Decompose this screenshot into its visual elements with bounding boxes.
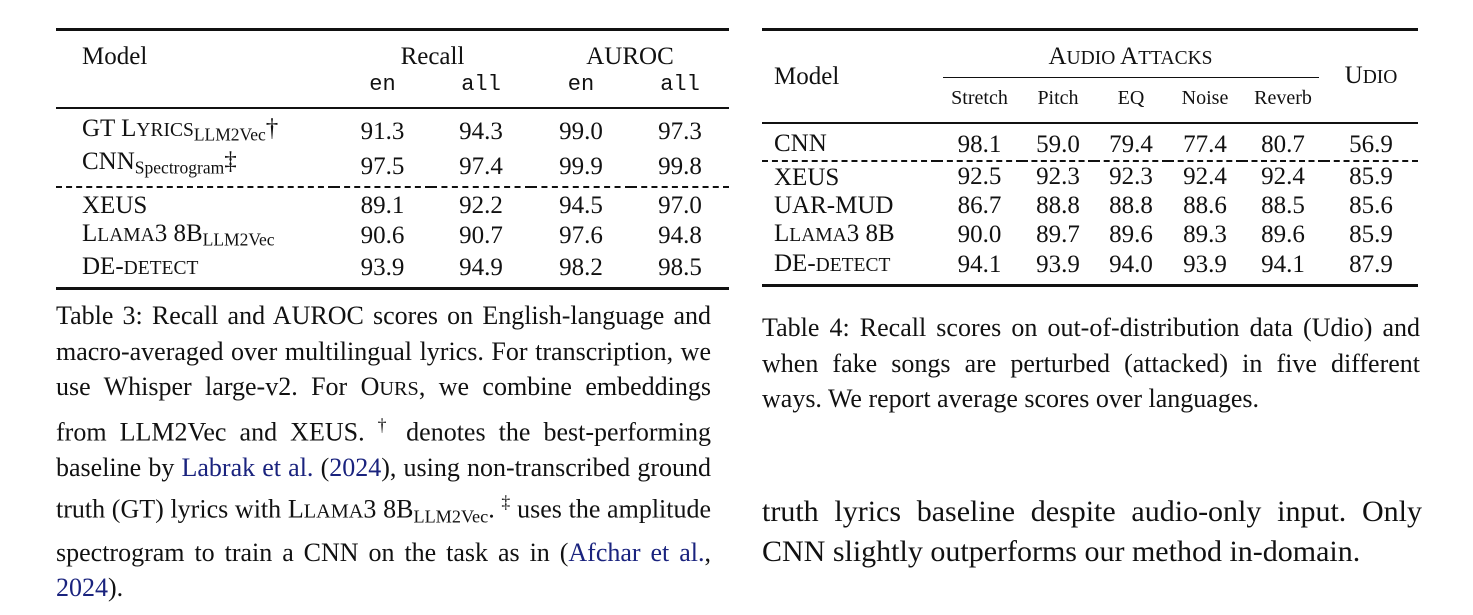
table-cell: 92.3 [1109, 163, 1153, 190]
table-cell: 97.6 [559, 222, 603, 250]
table-cell: 88.8 [1109, 192, 1153, 219]
table-cell: 90.7 [459, 222, 503, 250]
t3-recall-all-header: all [461, 72, 501, 97]
table-cell: 85.6 [1349, 192, 1393, 219]
table-cell: 97.4 [459, 153, 503, 181]
table-cell: 85.9 [1349, 163, 1393, 190]
table-row [762, 192, 1418, 220]
table-row [762, 123, 1418, 161]
table-4-caption: Table 4: Recall scores on out-of-distribution data (Udio) and when fake songs are perturbed (attacked) in five different ways. We report average scores over languages. [762, 313, 1420, 413]
t3-model-cnn-spectrogram: $CNN_{Spectrogram}\ddagger$ [82, 148, 237, 178]
table-cell: 94.9 [459, 254, 503, 282]
t3-model-de-detect: DE-DETECT [82, 253, 199, 281]
citation-labrak[interactable]: Labrak et al. [181, 452, 314, 482]
table-4 [762, 28, 1418, 287]
table-cell: 92.5 [957, 163, 1002, 190]
t4-model-cnn: CNN [774, 130, 827, 157]
table-row [56, 148, 729, 186]
t3-model-xeus: XEUS [82, 191, 148, 219]
table-cell: 92.2 [459, 191, 503, 219]
table-cell: 94.3 [459, 117, 503, 145]
table-cell: 94.1 [1261, 251, 1305, 278]
t3-auroc-all-header: all [660, 72, 700, 97]
table-cell: 97.0 [658, 191, 702, 219]
table-cell: 97.3 [658, 117, 702, 145]
table-cell: 91.3 [360, 117, 405, 145]
table-row [56, 220, 729, 253]
table-cell: 94.0 [1109, 251, 1153, 278]
table-cell: 79.4 [1109, 131, 1153, 158]
table-3 [56, 28, 729, 290]
citation-labrak-year[interactable]: 2024 [329, 452, 382, 482]
t4-model-de-detect: DE-DETECT [774, 250, 891, 277]
t4-model-uar-mud: UAR-MUD [774, 192, 894, 219]
table-cell: 88.5 [1261, 192, 1305, 219]
table-cell: 98.2 [559, 254, 603, 282]
table-3-caption: Table 3: Recall and AUROC scores on English-language and macro-averaged over multilingual lyrics. For transcription, we use Whisper large-v2. For OURS, we combine embeddings from LLM2Vec and XEUS. † denotes the best-performing baseline by Labrak et al. (2024), using non-transcribed ground truth (GT) lyrics with LLAMA3 $8B_{LLM2Vec}$. ‡ uses the amplitude spectrogram to train a CNN on the task as in (Afchar et al., 2024). [56, 301, 712, 603]
body-paragraph: truth lyrics baseline despite audio-only input. Only CNN slightly outperforms our method in-domain. [762, 495, 1422, 568]
t3-model-llama: LLAMA3 $8B_{LLM2Vec}$ [82, 219, 275, 250]
table-cell: 80.7 [1261, 131, 1305, 158]
table-cell: 89.1 [360, 191, 405, 219]
table-cell: 87.9 [1349, 251, 1393, 278]
table-cell: 90.6 [360, 222, 405, 250]
t4-model-header: Model [774, 62, 840, 90]
t3-auroc-header: AUROC [586, 43, 674, 70]
table-cell: 89.6 [1109, 221, 1153, 248]
table-cell: 99.8 [658, 153, 702, 181]
table-cell: 92.4 [1183, 163, 1227, 190]
table-row [56, 187, 729, 220]
t4-col-stretch: Stretch [951, 87, 1008, 109]
table-cell: 88.6 [1183, 192, 1227, 219]
table-cell: 98.5 [658, 254, 702, 282]
t4-col-pitch: Pitch [1037, 87, 1079, 109]
t3-auroc-en-header: en [567, 72, 595, 97]
t4-col-noise: Noise [1181, 87, 1229, 109]
citation-afchar[interactable]: Afchar et al. [568, 537, 705, 567]
t3-recall-header: Recall [400, 43, 465, 70]
table-row [762, 250, 1418, 286]
table-cell: 89.3 [1183, 221, 1227, 248]
t3-recall-en-header: en [369, 72, 396, 97]
table-cell: 92.3 [1036, 163, 1080, 190]
table-cell: 94.8 [658, 222, 702, 250]
t4-model-xeus: XEUS [774, 164, 840, 191]
table-cell: 90.0 [957, 221, 1002, 248]
table-cell: 99.0 [559, 117, 603, 145]
t4-audio-attacks-header: AUDIO ATTACKS [937, 30, 1324, 85]
table-cell: 88.8 [1036, 192, 1080, 219]
t3-model-gt-lyrics: GT $LYRICS_{LLM2Vec}\dagger$ [82, 115, 279, 145]
table-cell: 93.9 [1036, 251, 1080, 278]
table-cell: 99.9 [559, 153, 603, 181]
table-cell: 77.4 [1183, 131, 1227, 158]
table-row [762, 220, 1418, 250]
table-cell: 93.9 [1183, 251, 1227, 278]
t4-col-reverb: Reverb [1254, 87, 1312, 109]
table-cell: 59.0 [1036, 131, 1080, 158]
table-row [56, 253, 729, 289]
table-cell: 89.6 [1261, 221, 1305, 248]
table-row [56, 108, 729, 148]
table-cell: 94.1 [957, 251, 1002, 278]
t4-udio-header: UDIO [1344, 61, 1398, 89]
t3-model-header: Model [82, 43, 148, 70]
table-cell: 56.9 [1349, 131, 1393, 158]
table-cell: 86.7 [957, 192, 1002, 219]
table-cell: 98.1 [957, 131, 1002, 158]
table-cell: 85.9 [1349, 221, 1393, 248]
t4-col-eq: EQ [1117, 87, 1145, 109]
t4-model-llama: LLAMA3 8B [774, 220, 895, 247]
table-cell: 92.4 [1261, 163, 1305, 190]
table-cell: 89.7 [1036, 221, 1080, 248]
table-cell: 97.5 [360, 153, 405, 181]
table-cell: 93.9 [360, 254, 405, 282]
table-cell: 94.5 [559, 191, 603, 219]
citation-afchar-year[interactable]: 2024 [56, 573, 108, 603]
table-row [762, 161, 1418, 192]
